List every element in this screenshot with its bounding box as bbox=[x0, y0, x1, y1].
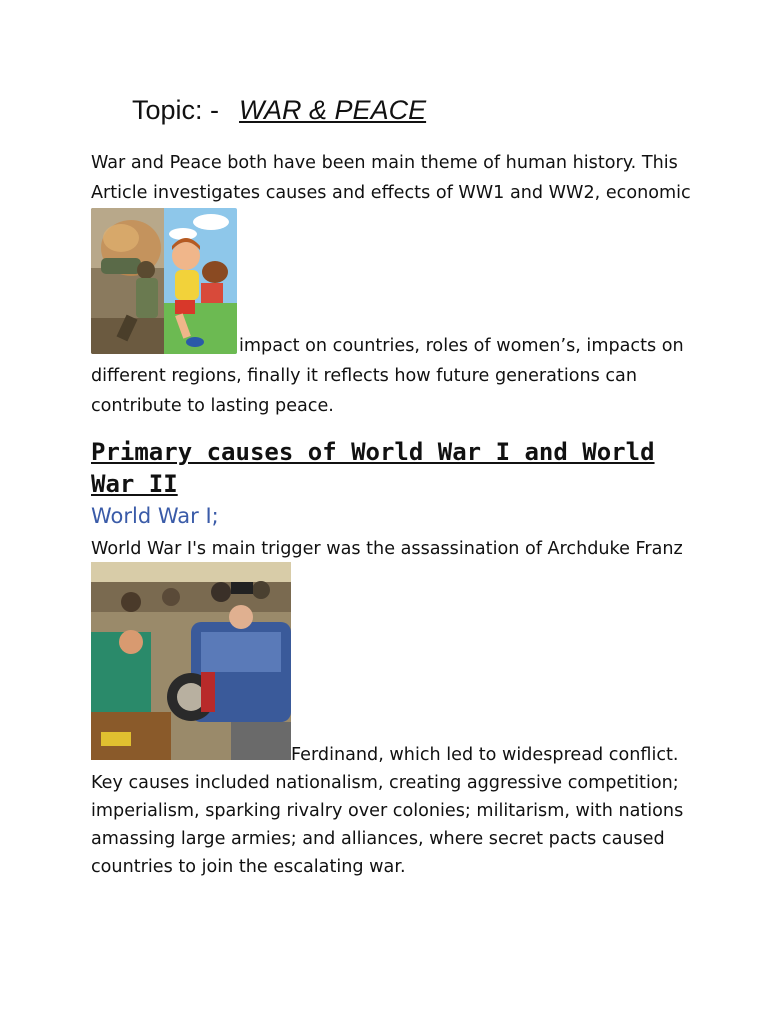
intro-line: Article investigates causes and effects of WW1 and WW2, economic bbox=[91, 183, 691, 203]
ww1-line: imperialism, sparking rivalry over colonies; militarism, with nations bbox=[91, 801, 684, 821]
ww1-line: countries to join the escalating war. bbox=[91, 857, 406, 877]
intro-continued bbox=[91, 331, 684, 421]
intro-line: impact on countries, roles of women’s, impacts on bbox=[239, 336, 684, 356]
ww1-paragraph-continued bbox=[91, 740, 683, 882]
section-heading: Primary causes of World War I and World War II bbox=[91, 438, 655, 498]
intro-line: War and Peace both have been main theme of human history. This bbox=[91, 153, 678, 173]
ww1-paragraph-start bbox=[91, 534, 683, 564]
assassination-illustration bbox=[91, 562, 291, 760]
ww1-line: World War I's main trigger was the assassination of Archduke Franz bbox=[91, 539, 683, 559]
intro-paragraph bbox=[91, 148, 691, 208]
ww1-line: amassing large armies; and alliances, where secret pacts caused bbox=[91, 829, 665, 849]
intro-line: contribute to lasting peace. bbox=[91, 396, 334, 416]
ww1-line: Ferdinand, which led to widespread conflict. bbox=[291, 745, 679, 765]
topic-title: WAR & PEACE bbox=[239, 95, 427, 125]
ww1-line: Key causes included nationalism, creating aggressive competition; bbox=[91, 773, 679, 793]
subsection-heading: World War I; bbox=[91, 504, 219, 528]
intro-line: different regions, finally it reflects how future generations can bbox=[91, 366, 637, 386]
topic-heading bbox=[132, 95, 426, 126]
topic-label: Topic: - bbox=[132, 95, 220, 125]
